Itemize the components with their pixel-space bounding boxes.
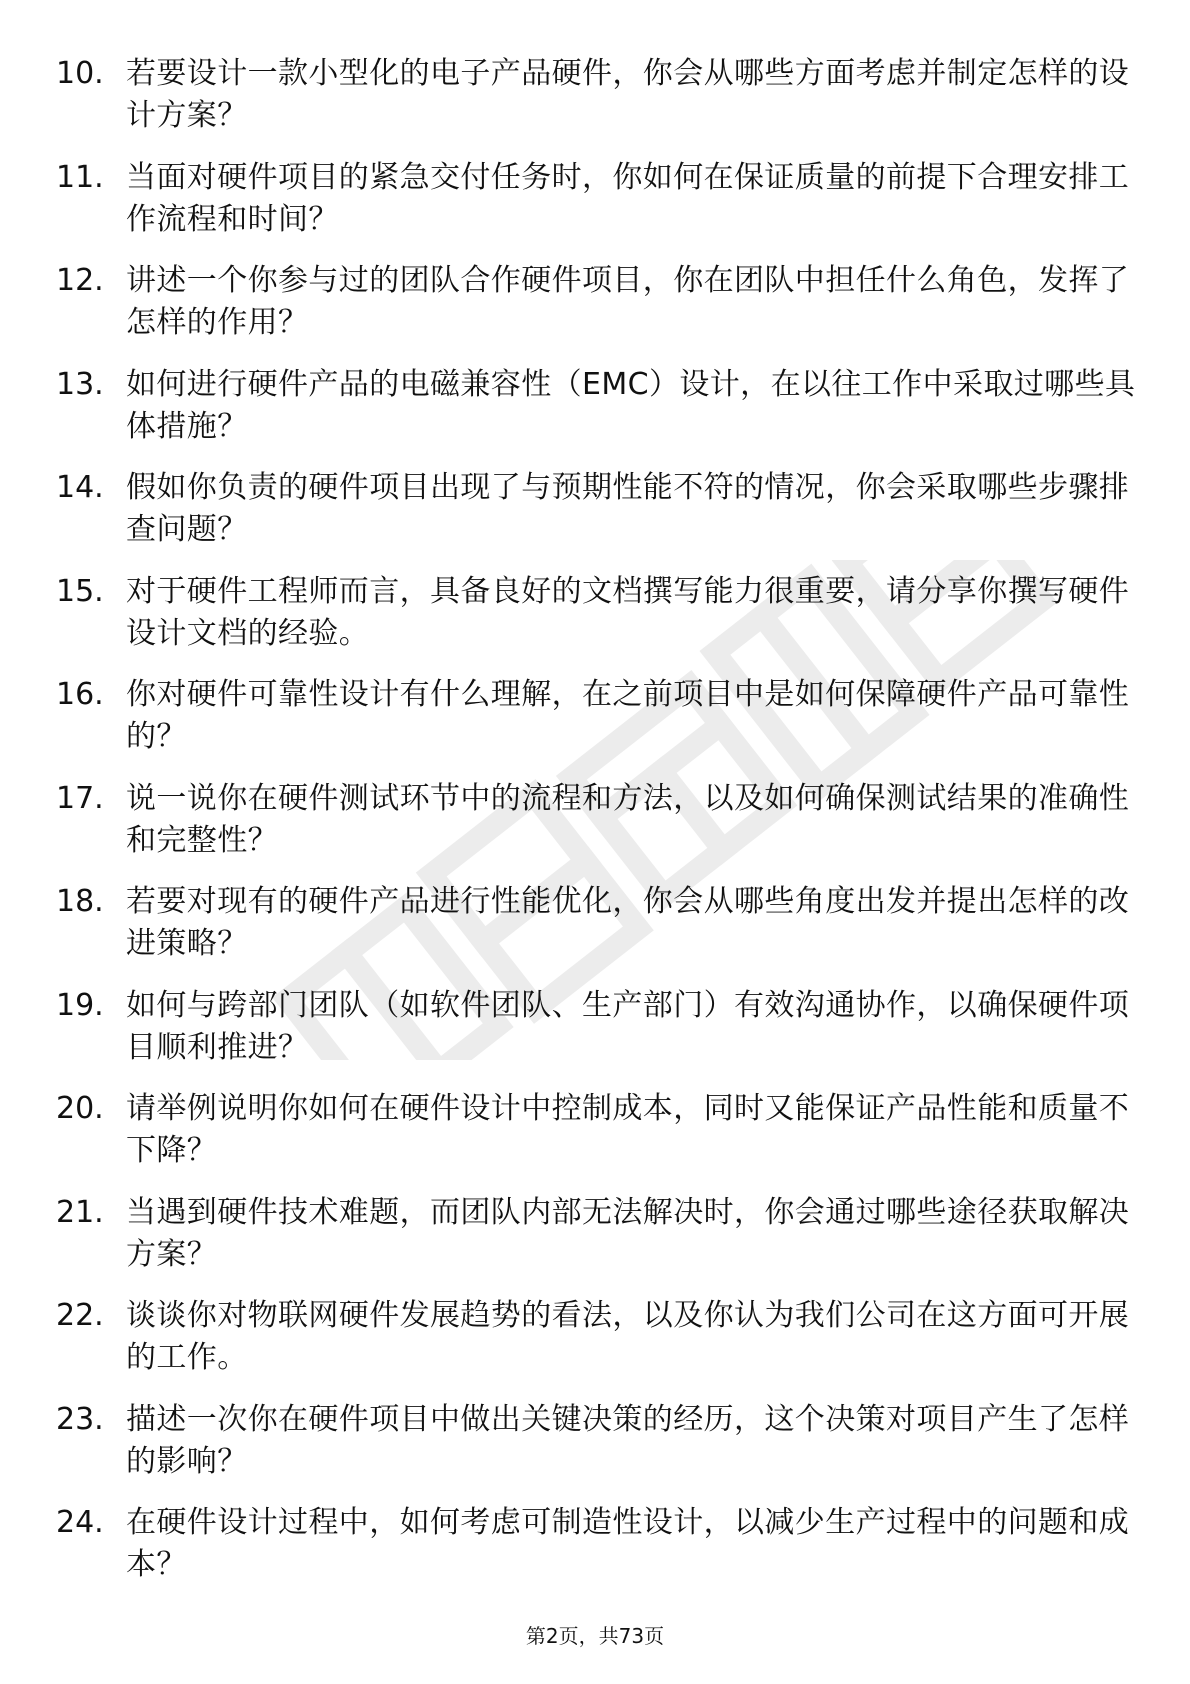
question-text: 在硬件设计过程中，如何考虑可制造性设计，以减少生产过程中的问题和成本？ bbox=[126, 1505, 1130, 1582]
question-item bbox=[56, 1295, 1146, 1399]
question-item bbox=[56, 674, 1146, 778]
question-item bbox=[56, 1088, 1146, 1192]
question-item bbox=[56, 467, 1146, 571]
question-item bbox=[56, 260, 1146, 364]
question-item bbox=[56, 1192, 1146, 1296]
question-number: 14. bbox=[56, 470, 104, 505]
question-text: 假如你负责的硬件项目出现了与预期性能不符的情况，你会采取哪些步骤排查问题？ bbox=[126, 470, 1130, 547]
question-text: 若要对现有的硬件产品进行性能优化，你会从哪些角度出发并提出怎样的改进策略？ bbox=[126, 884, 1130, 961]
question-number: 17. bbox=[56, 780, 104, 816]
question-text: 若要设计一款小型化的电子产品硬件，你会从哪些方面考虑并制定怎样的设计方案？ bbox=[126, 56, 1130, 133]
question-number: 16. bbox=[56, 677, 104, 712]
question-item bbox=[56, 778, 1146, 882]
question-item bbox=[56, 985, 1146, 1089]
question-text: 谈谈你对物联网硬件发展趋势的看法，以及你认为我们公司在这方面可开展的工作。 bbox=[126, 1298, 1130, 1375]
question-number: 20. bbox=[56, 1091, 104, 1126]
question-number: 18. bbox=[56, 884, 104, 919]
question-text: 说一说你在硬件测试环节中的流程和方法，以及如何确保测试结果的准确性和完整性？ bbox=[126, 780, 1130, 858]
question-number: 21. bbox=[56, 1194, 104, 1230]
question-number: 23. bbox=[56, 1401, 104, 1437]
question-text: 当面对硬件项目的紧急交付任务时，你如何在保证质量的前提下合理安排工作流程和时间？ bbox=[126, 159, 1130, 237]
question-text: 你对硬件可靠性设计有什么理解，在之前项目中是如何保障硬件产品可靠性的？ bbox=[126, 677, 1130, 754]
question-number: 13. bbox=[56, 366, 104, 402]
question-text: 对于硬件工程师而言，具备良好的文档撰写能力很重要，请分享你撰写硬件设计文档的经验。 bbox=[126, 573, 1130, 651]
question-list bbox=[56, 53, 1146, 1606]
question-text: 如何与跨部门团队（如软件团队、生产部门）有效沟通协作，以确保硬件项目顺利推进？ bbox=[126, 987, 1130, 1065]
question-number: 10. bbox=[56, 56, 104, 91]
question-item bbox=[56, 157, 1146, 261]
question-text: 请举例说明你如何在硬件设计中控制成本，同时又能保证产品性能和质量不下降？ bbox=[126, 1091, 1130, 1168]
question-number: 15. bbox=[56, 573, 104, 609]
question-number: 11. bbox=[56, 159, 104, 195]
question-number: 22. bbox=[56, 1298, 104, 1333]
question-number: 24. bbox=[56, 1505, 104, 1540]
question-item bbox=[56, 1399, 1146, 1503]
question-text: 当遇到硬件技术难题，而团队内部无法解决时，你会通过哪些途径获取解决方案？ bbox=[126, 1194, 1130, 1272]
question-text: 讲述一个你参与过的团队合作硬件项目，你在团队中担任什么角色，发挥了怎样的作用？ bbox=[126, 263, 1130, 340]
question-number: 19. bbox=[56, 987, 104, 1023]
question-number: 12. bbox=[56, 263, 104, 298]
page-number-footer: 第2页，共73页 bbox=[525, 1624, 665, 1648]
question-item bbox=[56, 53, 1146, 157]
question-item bbox=[56, 1502, 1146, 1606]
question-text: 描述一次你在硬件项目中做出关键决策的经历，这个决策对项目产生了怎样的影响？ bbox=[126, 1401, 1130, 1479]
question-text: 如何进行硬件产品的电磁兼容性（EMC）设计，在以往工作中采取过哪些具体措施？ bbox=[126, 366, 1136, 444]
question-item bbox=[56, 571, 1146, 675]
question-item bbox=[56, 364, 1146, 468]
question-item bbox=[56, 881, 1146, 985]
